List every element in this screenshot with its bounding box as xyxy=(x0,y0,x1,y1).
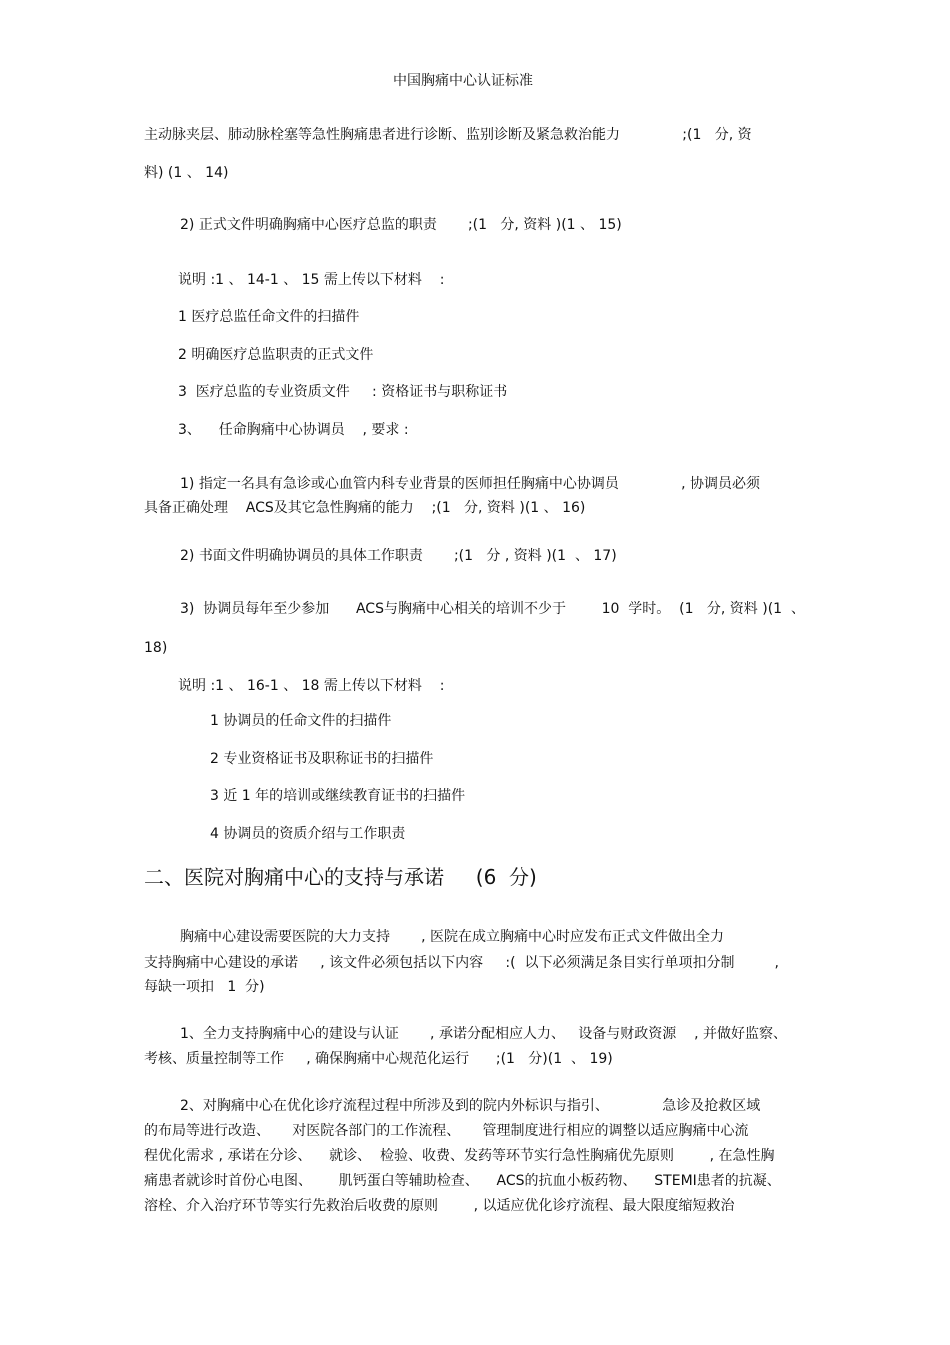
list-item: 1 协调员的任命文件的扫描件 xyxy=(210,713,392,729)
body-line: 溶栓、介入治疗环节等实行先救治后收费的原则 , 以适应优化诊疗流程、最大限度缩短救治 xyxy=(144,1198,735,1214)
body-line: 2、对胸痛中心在优化诊疗流程过程中所涉及到的院内外标识与指引、 急诊及抢救区域 xyxy=(180,1098,761,1114)
note-line: 说明 :1 、 14-1 、 15 需上传以下材料 : xyxy=(178,272,445,288)
note-line: 说明 :1 、 16-1 、 18 需上传以下材料 : xyxy=(178,678,445,694)
page-header-title: 中国胸痛中心认证标准 xyxy=(393,73,533,89)
body-line: 1、全力支持胸痛中心的建设与认证 , 承诺分配相应人力、 设备与财政资源 , 并做好监察、 xyxy=(180,1026,788,1042)
body-line: 胸痛中心建设需要医院的大力支持 , 医院在成立胸痛中心时应发布正式文件做出全力 xyxy=(180,929,725,945)
list-item: 3 近 1 年的培训或继续教育证书的扫描件 xyxy=(210,788,466,804)
text-line: 2) 正式文件明确胸痛中心医疗总监的职责 ;(1 分, 资料 )(1 、 15) xyxy=(180,217,622,233)
text-line: 具备正确处理 ACS及其它急性胸痛的能力 ;(1 分, 资料 )(1 、 16) xyxy=(144,500,586,516)
body-line: 的布局等进行改造、 对医院各部门的工作流程、 管理制度进行相应的调整以适应胸痛中心流 xyxy=(144,1123,749,1139)
list-item: 4 协调员的资质介绍与工作职责 xyxy=(210,826,406,842)
text-line: 主动脉夹层、肺动脉栓塞等急性胸痛患者进行诊断、监别诊断及紧急救治能力 ;(1 分, 资 xyxy=(144,127,752,143)
list-item: 2 专业资格证书及职称证书的扫描件 xyxy=(210,751,434,767)
list-item: 2 明确医疗总监职责的正式文件 xyxy=(178,347,374,363)
body-line: 程优化需求 , 承诺在分诊、 就诊、 检验、收费、发药等环节实行急性胸痛优先原则 , 在急性胸 xyxy=(144,1148,775,1164)
body-line: 痛患者就诊时首份心电图、 肌钙蛋白等辅助检查、 ACS的抗血小板药物、 STEMI患者的抗凝、 xyxy=(144,1173,781,1189)
text-line: 1) 指定一名具有急诊或心血管内科专业背景的医师担任胸痛中心协调员 , 协调员必须 xyxy=(180,476,761,492)
body-line: 每缺一项扣 1 分) xyxy=(144,979,265,995)
list-item: 1 医疗总监任命文件的扫描件 xyxy=(178,309,360,325)
text-line: 3) 协调员每年至少参加 ACS与胸痛中心相关的培训不少于 10 学时。 (1 分, 资料 )(1 、 xyxy=(180,601,805,617)
text-line: 2) 书面文件明确协调员的具体工作职责 ;(1 分 , 资料 )(1 、 17) xyxy=(180,548,617,564)
body-line: 支持胸痛中心建设的承诺 , 该文件必须包括以下内容 :( 以下必须满足条目实行单项扣分制 , xyxy=(144,955,779,971)
body-line: 考核、质量控制等工作 , 确保胸痛中心规范化运行 ;(1 分)(1 、 19) xyxy=(144,1051,613,1067)
text-line: 3、 任命胸痛中心协调员 , 要求 : xyxy=(178,422,409,438)
text-line: 18) xyxy=(144,640,168,656)
text-line: 料) (1 、 14) xyxy=(144,165,229,181)
section-heading: 二、医院对胸痛中心的支持与承诺 (6 分) xyxy=(144,865,537,889)
list-item: 3 医疗总监的专业资质文件 : 资格证书与职称证书 xyxy=(178,384,508,400)
